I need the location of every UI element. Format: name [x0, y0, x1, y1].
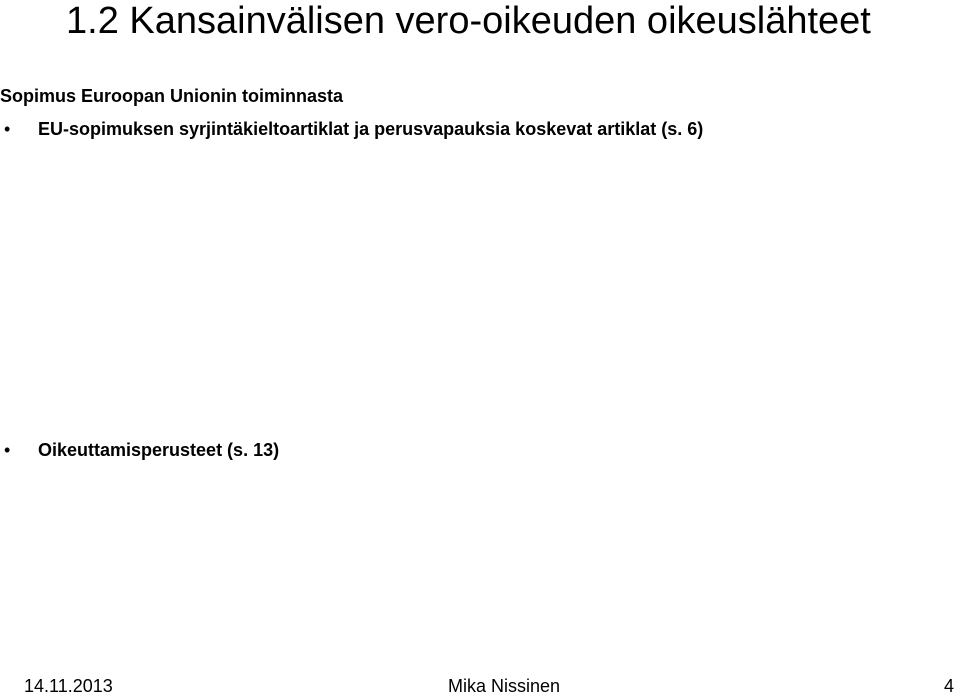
footer-date: 14.11.2013: [24, 676, 113, 696]
slide-subtitle: Sopimus Euroopan Unionin toiminnasta: [0, 86, 344, 106]
footer-author: Mika Nissinen: [448, 676, 561, 696]
bullet-marker: •: [4, 440, 11, 460]
slide-title: 1.2 Kansainvälisen vero-oikeuden oikeuslähteet: [66, 0, 871, 42]
footer-page-number: 4: [944, 676, 955, 696]
bullet-marker: •: [4, 119, 11, 139]
bullet-item: [0, 440, 279, 461]
bullet-text: Oikeuttamisperusteet (s. 13): [38, 440, 280, 460]
bullet-text: EU-sopimuksen syrjintäkieltoartiklat ja perusvapauksia koskevat artiklat (s. 6): [38, 119, 704, 139]
bullet-item: [0, 119, 703, 140]
